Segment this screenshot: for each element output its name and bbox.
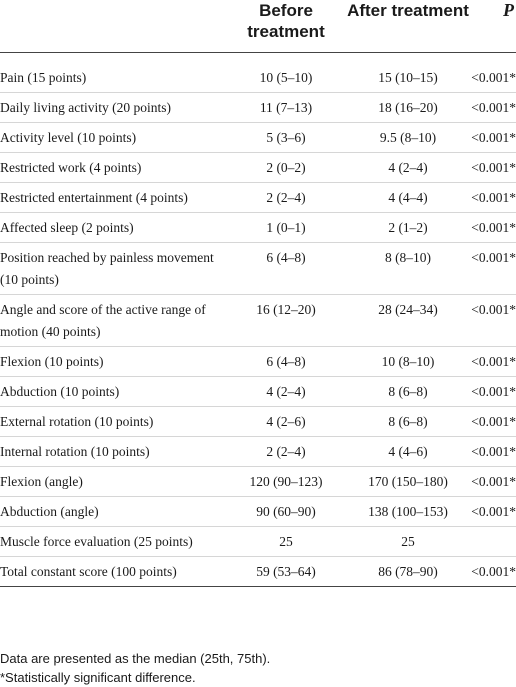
- footnote-significance: *Statistically significant difference.: [0, 670, 196, 685]
- table-row: [0, 527, 516, 557]
- row-p-value: [469, 527, 516, 557]
- header-row: [0, 0, 516, 53]
- header-p-value: P: [503, 0, 514, 20]
- footnote-data-presentation: Data are presented as the median (25th, 75th).: [0, 651, 271, 666]
- row-after-value: 86 (78–90): [378, 564, 438, 579]
- row-p-value: <0.001*: [471, 354, 516, 369]
- row-label: Daily living activity (20 points): [0, 100, 171, 115]
- row-p-value: <0.001*: [471, 250, 516, 265]
- row-p-value: <0.001*: [471, 130, 516, 145]
- row-after-value: 10 (8–10): [381, 354, 435, 369]
- row-label: Abduction (10 points): [0, 384, 120, 399]
- table-row: [0, 153, 516, 183]
- row-before-value: 59 (53–64): [256, 564, 316, 579]
- row-p-value: <0.001*: [471, 220, 516, 235]
- row-before-value: 25: [279, 534, 293, 549]
- table-row: [0, 557, 516, 587]
- row-before-value: 6 (4–8): [266, 354, 306, 369]
- header-before-treatment: Before treatment: [247, 1, 325, 41]
- row-label: Total constant score (100 points): [0, 564, 177, 579]
- row-label: Angle and score of the active range of motion (40 points): [0, 302, 206, 339]
- row-label: Muscle force evaluation (25 points): [0, 534, 193, 549]
- row-p-value: <0.001*: [471, 302, 516, 317]
- table-row: [0, 93, 516, 123]
- table-row: [0, 243, 516, 295]
- row-label: Abduction (angle): [0, 504, 99, 519]
- table-body: [0, 53, 516, 587]
- row-before-value: 6 (4–8): [266, 250, 306, 265]
- header-after-treatment: After treatment: [347, 1, 469, 20]
- row-after-value: 8 (6–8): [388, 384, 428, 399]
- row-p-value: <0.001*: [471, 190, 516, 205]
- row-label: Position reached by painless movement (10 points): [0, 250, 214, 287]
- row-after-value: 2 (1–2): [388, 220, 428, 235]
- table-row: [0, 213, 516, 243]
- row-before-value: 4 (2–4): [266, 384, 306, 399]
- row-after-value: 138 (100–153): [368, 504, 448, 519]
- row-label: Restricted entertainment (4 points): [0, 190, 188, 205]
- table-row: [0, 497, 516, 527]
- row-before-value: 5 (3–6): [266, 130, 306, 145]
- table-row: [0, 295, 516, 347]
- row-after-value: 4 (2–4): [388, 160, 428, 175]
- row-p-value: <0.001*: [471, 384, 516, 399]
- table-row: [0, 377, 516, 407]
- row-after-value: 9.5 (8–10): [379, 130, 437, 145]
- table-row: [0, 437, 516, 467]
- row-label: Pain (15 points): [0, 70, 87, 85]
- table-row: [0, 407, 516, 437]
- row-before-value: 120 (90–123): [249, 474, 323, 489]
- table-row: [0, 347, 516, 377]
- row-before-value: 11 (7–13): [259, 100, 313, 115]
- row-after-value: 28 (24–34): [378, 302, 438, 317]
- table-header: [0, 0, 516, 53]
- row-p-value: <0.001*: [471, 414, 516, 429]
- table-row: [0, 123, 516, 153]
- row-p-value: <0.001*: [471, 564, 516, 579]
- row-after-value: 18 (16–20): [378, 100, 438, 115]
- row-before-value: 16 (12–20): [256, 302, 316, 317]
- table-footnotes: [0, 649, 270, 687]
- row-after-value: 25: [401, 534, 415, 549]
- table-row: [0, 183, 516, 213]
- row-p-value: <0.001*: [471, 444, 516, 459]
- row-p-value: <0.001*: [471, 474, 516, 489]
- row-label: Activity level (10 points): [0, 130, 137, 145]
- row-p-value: <0.001*: [471, 504, 516, 519]
- row-label: Flexion (10 points): [0, 354, 104, 369]
- row-before-value: 2 (0–2): [266, 160, 306, 175]
- row-label: Affected sleep (2 points): [0, 220, 134, 235]
- row-p-value: <0.001*: [471, 160, 516, 175]
- row-before-value: 90 (60–90): [256, 504, 316, 519]
- row-before-value: 2 (2–4): [266, 190, 306, 205]
- row-before-value: 2 (2–4): [266, 444, 306, 459]
- row-label: Flexion (angle): [0, 474, 83, 489]
- row-before-value: 1 (0–1): [266, 220, 306, 235]
- row-before-value: 10 (5–10): [259, 70, 313, 85]
- row-after-value: 8 (8–10): [384, 250, 432, 265]
- row-after-value: 170 (150–180): [368, 474, 448, 489]
- row-after-value: 8 (6–8): [388, 414, 428, 429]
- table-row: [0, 467, 516, 497]
- table-row: [0, 53, 516, 93]
- row-label: Restricted work (4 points): [0, 160, 142, 175]
- row-p-value: <0.001*: [471, 70, 516, 85]
- row-after-value: 4 (4–6): [388, 444, 428, 459]
- row-after-value: 4 (4–4): [388, 190, 428, 205]
- row-p-value: <0.001*: [471, 100, 516, 115]
- row-label: External rotation (10 points): [0, 414, 154, 429]
- row-after-value: 15 (10–15): [378, 70, 438, 85]
- header-label: [0, 0, 225, 53]
- row-label: Internal rotation (10 points): [0, 444, 150, 459]
- row-before-value: 4 (2–6): [266, 414, 306, 429]
